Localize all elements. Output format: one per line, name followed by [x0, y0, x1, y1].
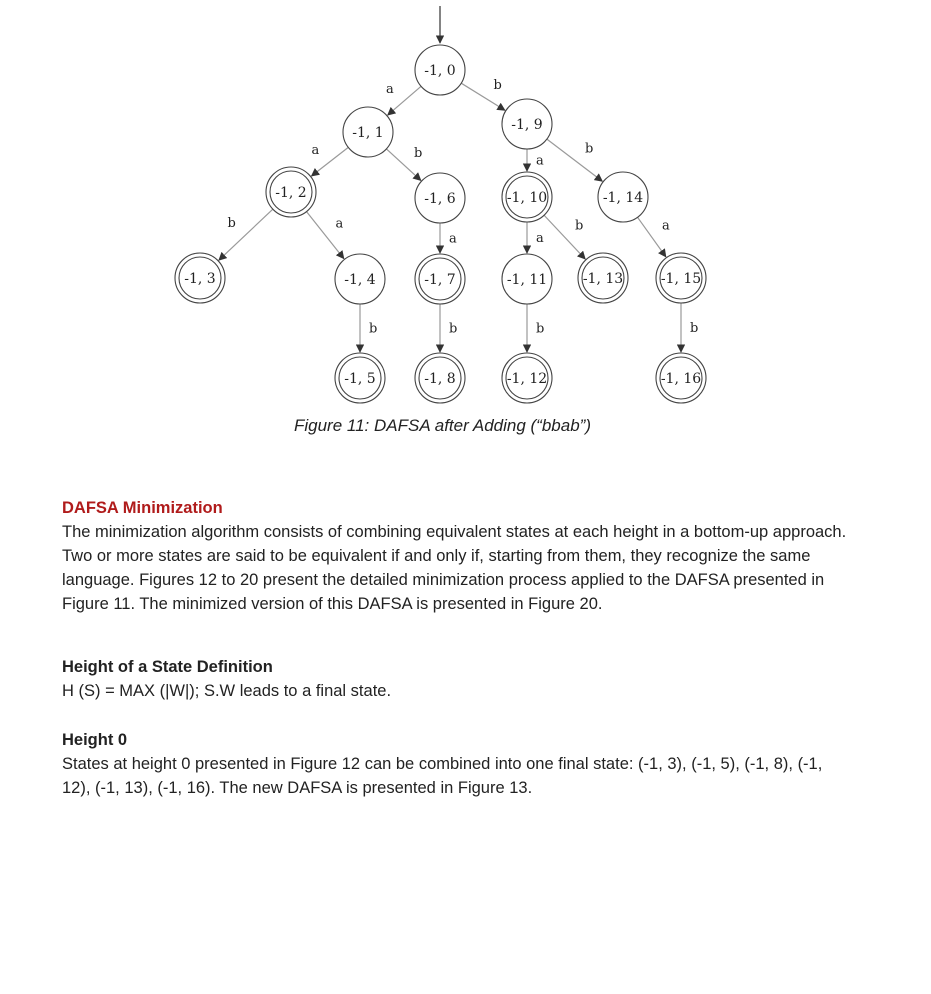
section-heading-height-definition: Height of a State Definition	[62, 658, 273, 676]
state-node-final	[502, 172, 552, 222]
state-node-final	[415, 353, 465, 403]
state-node-final	[656, 253, 706, 303]
section-heading-height-0: Height 0	[62, 731, 128, 749]
state-node-final	[656, 353, 706, 403]
section-body-height-0: States at height 0 presented in Figure 12 can be combined into one final state: (-1, 3), (-1, 5), (-1, 8), (-1, 12), (-1, 13), (-1, 16). The new DAFSA is presented in Figure 13.	[62, 755, 823, 797]
state-node	[335, 254, 385, 304]
state-node	[502, 254, 552, 304]
state-node	[598, 172, 648, 222]
state-label: -1, 12	[506, 371, 548, 387]
edge-label: b	[449, 321, 458, 337]
section-body-height-definition: H (S) = MAX (|W|); S.W leads to a final state.	[62, 682, 392, 700]
edge-label: a	[449, 231, 457, 247]
state-label: -1, 0	[424, 63, 456, 79]
state-label: -1, 11	[506, 272, 548, 288]
state-label: -1, 16	[660, 371, 702, 387]
figure-caption: Figure 11: DAFSA after Adding (“bbab”)	[293, 416, 591, 435]
state-node-final	[175, 253, 225, 303]
edge-label: b	[414, 146, 423, 161]
section-minimization	[62, 496, 852, 616]
state-node	[415, 173, 465, 223]
state-node-final	[502, 353, 552, 403]
edge-label: b	[227, 216, 236, 231]
state-node-final	[335, 353, 385, 403]
edge-label: a	[335, 216, 344, 232]
edge-label: b	[493, 78, 502, 93]
state-label: -1, 2	[275, 185, 307, 201]
dafsa-diagram	[0, 0, 931, 410]
edge-label: a	[386, 82, 394, 97]
state-label: -1, 3	[184, 271, 216, 287]
state-label: -1, 1	[352, 125, 384, 141]
section-height-definition	[62, 655, 852, 703]
state-label: -1, 4	[344, 272, 376, 288]
edge-label: b	[369, 321, 378, 337]
section-height-0	[62, 728, 852, 800]
state-node	[502, 99, 552, 149]
edge-label: a	[536, 153, 544, 169]
state-node-final	[578, 253, 628, 303]
state-label: -1, 6	[424, 191, 456, 207]
edge-label: a	[536, 231, 544, 246]
state-node	[415, 45, 465, 95]
edge-label: b	[536, 321, 545, 337]
state-node-final	[266, 167, 316, 217]
state-node-final	[415, 254, 465, 304]
edge-label: b	[690, 321, 699, 336]
state-label: -1, 10	[506, 190, 548, 206]
section-heading-minimization: DAFSA Minimization	[62, 499, 223, 517]
state-label: -1, 15	[660, 271, 702, 287]
state-label: -1, 8	[424, 371, 456, 387]
edge-label: a	[311, 143, 320, 158]
edge-label: b	[575, 218, 584, 234]
state-label: -1, 9	[511, 117, 543, 133]
state-label: -1, 5	[344, 371, 376, 387]
edge-label: a	[662, 218, 670, 234]
state-label: -1, 7	[424, 272, 456, 288]
state-label: -1, 13	[582, 271, 624, 287]
section-body-minimization: The minimization algorithm consists of combining equivalent states at each height in a bottom-up approach. Two or more states are said to be equivalent if and only if, starting from them, they recognize the same language. Figures 12 to 20 present the detailed minimization process applied to the DAFSA presented in Figure 11. The minimized version of this DAFSA is presented in Figure 20.	[62, 523, 847, 613]
state-node	[343, 107, 393, 157]
state-label: -1, 14	[602, 190, 644, 206]
edge-label: b	[585, 141, 594, 157]
edge-n9-n14	[547, 139, 602, 181]
